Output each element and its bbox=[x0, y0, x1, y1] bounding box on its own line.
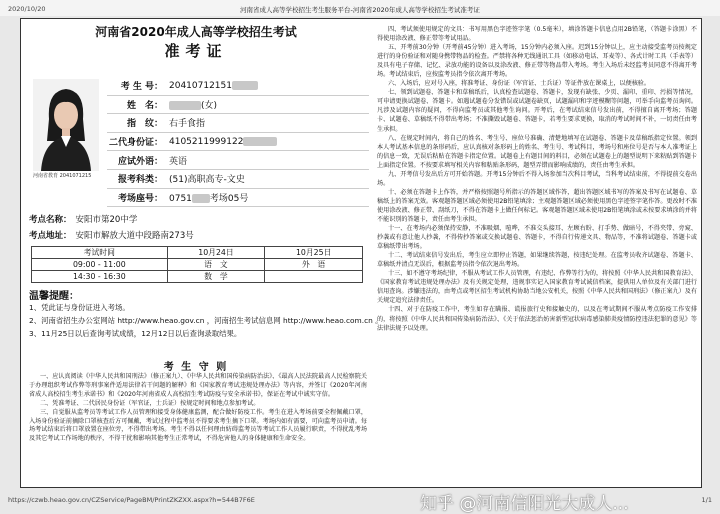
exam-schedule-table bbox=[31, 246, 363, 283]
candidate-info bbox=[107, 77, 369, 207]
table-cell: 外 语 bbox=[265, 259, 363, 271]
tip-item: 1、凭此证与身份证进入考场。 bbox=[29, 303, 130, 312]
table-cell: 数 学 bbox=[167, 271, 265, 283]
rule-paragraph: 十四、对于在防疫工作中，考生如存在瞒报、谎报旅行史和接触史的，以及在考试期间不服从考点防疫工作安排的，将按照《中华人民共和国传染病防治法》、《关于依法惩治妨害新型冠状病毒感染肺炎疫情防控违法犯罪的意见》等法律法规予以处理。 bbox=[377, 306, 697, 332]
page-number: 1/1 bbox=[701, 496, 712, 504]
redaction-blur bbox=[232, 81, 258, 90]
rule-paragraph: 六、入场后，应对号入座，将准考证、身份证（军官证、士兵证）等证件放在课桌上，以便核验。 bbox=[387, 80, 650, 88]
tip-item: 2、河南省招生办公室网站 http://www.heao.gov.cn ，河南招生考试信息网 http://www.heao.com.cn 。 bbox=[29, 316, 383, 325]
table-row bbox=[32, 271, 363, 283]
field-fingerprint bbox=[107, 114, 369, 133]
field-category bbox=[107, 170, 369, 189]
rules-right bbox=[377, 25, 697, 485]
tip-item: 3、11月25日以后查询考试成绩，12月12日以后查询录取结果。 bbox=[29, 329, 242, 338]
rule-paragraph: 十、必须在答题卡上作答，并严格按照题号所指示的答题区域作答，超出答题区域书写的答案及书写在试题卷、草稿纸上的答案无效。客观题答题区域必须使用2B铅笔填涂；主观题答题区域必须使用黑色字迹签字笔作答。更改时不准使用涂改液、修正带、刮纸刀，不得在答题卡上做任何标记。客观题答题区域未使用2B铅笔填涂或未按要求填涂的并将不能识别的答题卡，责任由考生承担。 bbox=[377, 188, 697, 223]
field-label: 报考科类： bbox=[117, 175, 163, 186]
ticket-title: 河南省2020年成人高等学校招生考试 bbox=[95, 25, 297, 39]
rule-paragraph: 二、凭准考证、二代居民身份证（军官证，士兵证）按规定时间和地点参加考试。 bbox=[39, 399, 260, 407]
admission-ticket bbox=[20, 18, 702, 488]
print-date: 2020/10/20 bbox=[8, 5, 46, 13]
rule-paragraph: 三、自觉服从监考员等考试工作人员管理和接受身体健康监测，配合做好防疫工作。考生在进入考场前要全程佩戴口罩，入场身份验证前摘除口罩核查后方可佩戴，考试过程中监考员不得要求考生摘下口罩。考场内如有需要，可向监考员申请。每场考试结束后将口罩放置在座位旁，不得带出考场。考生不得以任何理由妨碍监考员等考试工作人员履行职责，不得扰乱考场及其它考试工作场地的秩序，不得干扰和影响其他考生正常考试，不得危害他人的身体健康和生命安全。 bbox=[29, 408, 367, 443]
field-value-suffix: 考场05号 bbox=[209, 193, 249, 204]
exam-site-value: 安阳市第20中学 bbox=[75, 215, 138, 225]
zhihu-watermark: 知乎 @河南信阳光大成人... bbox=[420, 494, 629, 514]
field-label: 姓 名： bbox=[126, 100, 163, 111]
table-cell: 09:00 - 11:00 bbox=[32, 259, 168, 271]
rule-paragraph: 九、开考信号发出后方可开始答题。开考15分钟后不得入场参加当次科目考试，当科考试结束前，不得提前交卷出场。 bbox=[377, 170, 697, 187]
field-label: 考 生 号： bbox=[120, 82, 163, 93]
field-value: 英语 bbox=[169, 156, 188, 167]
rules-left bbox=[29, 373, 367, 444]
tips-list bbox=[29, 301, 383, 340]
field-foreign-language bbox=[107, 151, 369, 170]
field-label: 应试外语： bbox=[117, 156, 163, 167]
rule-paragraph: 八、在规定时间内，将自己的姓名、考生号、座位号准确、清楚地填写在试题卷、答题卡及草稿纸指定位置。领到本人考试基本信息的条形码后，应认真核对条形码上的姓名、考生号、考试科目，考场号和座位号是否与本人准考证上的信息一致，无误后粘贴在答题卡指定位置。试题卷上有题目间的料目，必须在试题卷上的题型说明下来粘贴到答题卡上面指定位置。不按要求填写相关内容和粘贴条形码，题型弄错而影响成绩的，责任由考生承担。 bbox=[377, 134, 697, 169]
table-cell bbox=[265, 271, 363, 283]
rule-paragraph: 七、领到试题卷、答题卡和草稿纸后，认真检查试题卷、答题卡，发现有缺张、少页、漏印、重印、污损等情况，可申请更换试题卷、答题卡。如遇试题卷分发错误或试题卷缺页，试题漏印和字迹模糊等问题，可举手向监考员询问。凡涉及试题内容的疑问，不得向监考员或其他考生询问。开考后，在考试结束信号发出前，不得擅自离开考场；答题卡、试题卷、草稿纸不得带出考场；不准撕毁试题卷、答题卡，若考生要求更换，取消的考试时间不补，一切责任由考生承担。 bbox=[377, 89, 697, 133]
tips-title: 温馨提醒： bbox=[29, 291, 79, 302]
rule-paragraph: 十二、考试结束信号发出后，考生应立即停止答题，如果继续答题，按违纪处理。在监考员收齐试题卷、答题卡、草稿纸并清点无误后，根据监考员指令依次退出考场。 bbox=[377, 252, 697, 269]
exam-address bbox=[29, 229, 194, 241]
field-value: 右手食指 bbox=[169, 119, 206, 130]
rule-paragraph: 四、考试须使用规定的文具：书写用黑色字迹签字笔（0.5毫米），填涂答题卡信息点用2B铅笔，（答题卡涂黑）不得使用涂改液、修正带等考试用品。 bbox=[377, 26, 697, 43]
field-value: (女) bbox=[201, 100, 218, 111]
print-url: https://czwb.heao.gov.cn/CZService/PageBM/PrintZKZXX.aspx?h=544B7F6E bbox=[8, 496, 255, 504]
field-seat bbox=[107, 189, 369, 208]
browser-print-footer bbox=[0, 492, 720, 514]
ticket-left-column bbox=[21, 19, 383, 487]
exam-site bbox=[29, 213, 137, 225]
table-cell: 14:30 - 16:30 bbox=[32, 271, 168, 283]
redaction-blur bbox=[243, 137, 277, 146]
print-page-title: 河南省成人高等学校招生考生服务平台-河南省2020年成人高等学校招生考试准考证 bbox=[240, 6, 480, 14]
field-label: 考场座号： bbox=[117, 193, 163, 204]
field-name bbox=[107, 96, 369, 115]
exam-address-label: 考点地址： bbox=[29, 231, 72, 241]
field-value: 0751 bbox=[169, 193, 192, 204]
rule-paragraph: 一、应认真阅读《中华人民共和国刑法》（修正案九）、《中华人民共和国传染病防治法》、《最高人民法院最高人民检察院关于办理组织考试作弊等刑事案件适用法律若干问题的解释》和《国家教育考试违规处理办法》等内容，并签订《2020年河南省成人高校招生考生承诺书》和《2020年河南省成人高校招生考试防疫与安全承诺书》，保证在考试中诚实守信。 bbox=[29, 373, 367, 398]
field-value: 4105211999122 bbox=[169, 136, 244, 147]
table-header-row bbox=[32, 247, 363, 259]
table-cell: 语 文 bbox=[167, 259, 265, 271]
portrait-icon bbox=[33, 79, 99, 171]
rule-paragraph: 十一、在考场内必须保持安静，不准吸烟、喧哗，不准交头接耳、左顾右盼、打手势、做暗号，不得夹带、旁窥、抄袭或有意让他人抄袭，不得传抄答案或交换试题卷、答题卡，不得自行传递文具、物品等，不准将试题卷、答题卡或草稿纸带出考场。 bbox=[377, 225, 697, 251]
rule-paragraph: 十三、如不遵守考场纪律，不服从考试工作人员管理，有违纪、作弊等行为的，将按照《中华人民共和国教育法》、《国家教育考试违规处理办法》及有关规定处理，违规事实记入国家教育考试诚信档案，提供用人单位及有关部门进行信用查询。涉嫌违法的，由考点或考区招生考试机构协助当地公安机关，按照《中华人民共和国刑法》（修正案九）及有关规定追究法律责任。 bbox=[377, 270, 697, 305]
field-id-card bbox=[107, 133, 369, 152]
table-header-cell: 考试时间 bbox=[32, 247, 168, 259]
field-exam-number bbox=[107, 77, 369, 96]
exam-address-value: 安阳市解放大道中段路南273号 bbox=[75, 231, 194, 241]
exam-site-label: 考点名称： bbox=[29, 215, 72, 225]
rule-paragraph: 五、开考前30分钟（开考前45分钟）进入考场，15分钟内必须入座。迟到15分钟以上，应主动接受监考员按规定进行的身份验证和对随身携带物品的检查。严禁将各种无线通讯工具（如移动电话、耳麦等）、各式计时工具（手表等）及具有电子存储、记忆、录放功能的设备以及涂改液、修正带等物品带入考场。考生入场后未经监考员同意不得离开考场。考试结束后，应按监考员指令依次离开考场。 bbox=[377, 44, 697, 79]
table-header-cell: 10月25日 bbox=[265, 247, 363, 259]
candidate-photo bbox=[33, 79, 99, 171]
field-value: 20410712151 bbox=[169, 80, 232, 91]
field-label: 二代身份证： bbox=[108, 138, 163, 149]
redaction-blur bbox=[192, 194, 210, 203]
rules-title: 考 生 守 则 bbox=[163, 362, 229, 373]
photo-caption: 河南省教育 2041071215 bbox=[33, 173, 92, 179]
field-label: 指 纹： bbox=[126, 119, 163, 130]
table-header-cell: 10月24日 bbox=[167, 247, 265, 259]
redaction-blur bbox=[169, 101, 201, 110]
ticket-subtitle: 准考证 bbox=[164, 42, 228, 60]
field-value: (51)高职高专-文史 bbox=[169, 175, 245, 186]
table-row bbox=[32, 259, 363, 271]
browser-print-header bbox=[0, 0, 720, 16]
